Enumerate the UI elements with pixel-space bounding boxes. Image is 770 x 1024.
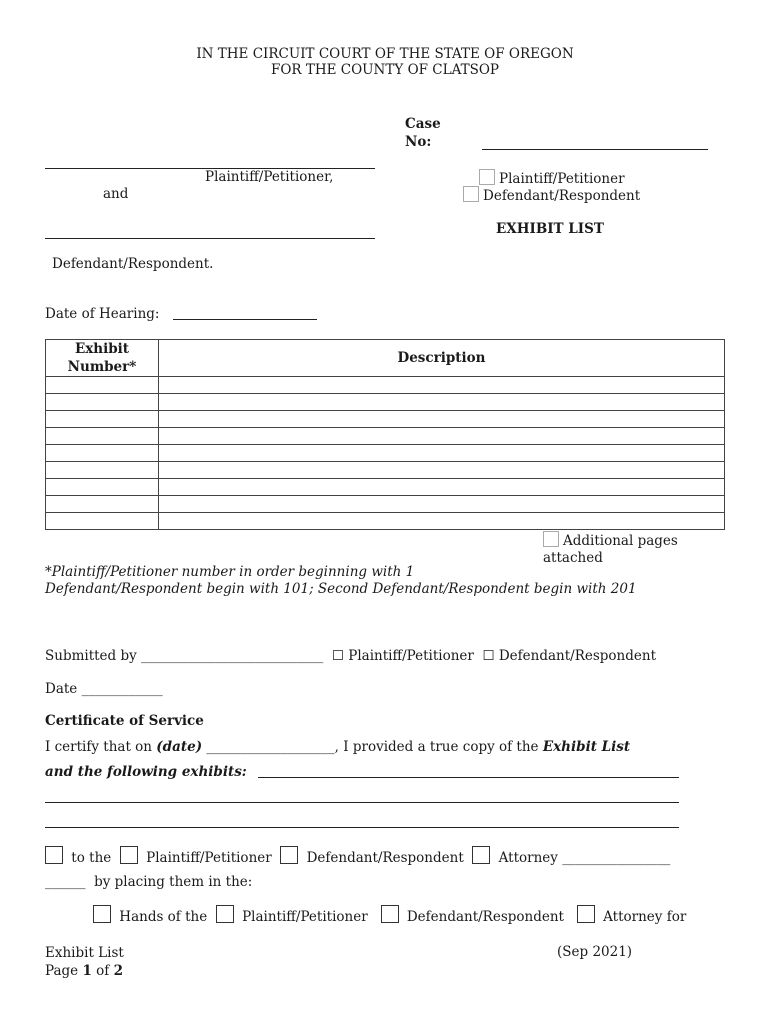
description-cell[interactable]	[159, 411, 725, 428]
cert-following-exhibits: and the following exhibits:	[45, 764, 247, 780]
hands-defendant-checkbox[interactable]	[381, 905, 399, 923]
served-to-row	[45, 846, 670, 866]
exhibit-number-cell[interactable]	[46, 411, 159, 428]
defendant-name-line[interactable]	[45, 238, 375, 239]
of-word: of	[91, 963, 114, 979]
cert-date-word: (date)	[156, 739, 203, 755]
hands-of-checkbox[interactable]	[93, 905, 111, 923]
exhibit-number-cell[interactable]	[46, 462, 159, 479]
additional-pages-option[interactable]	[543, 531, 678, 567]
page-total: 2	[113, 963, 123, 979]
exhibit-table	[45, 339, 725, 530]
filer-defendant-checkbox[interactable]	[463, 186, 479, 202]
description-cell[interactable]	[159, 479, 725, 496]
additional-pages-text: Additional pages	[563, 533, 678, 549]
footer-revision: (Sep 2021)	[557, 944, 633, 960]
exhibit-number-cell[interactable]	[46, 496, 159, 513]
table-header-row	[46, 340, 725, 377]
case-no-label	[405, 115, 441, 151]
table-row[interactable]	[46, 513, 725, 530]
filer-plaintiff-text: Plaintiff/Petitioner	[499, 171, 625, 187]
submitted-date-row	[45, 681, 163, 697]
defendant-label: Defendant/Respondent.	[52, 256, 214, 272]
served-defendant-checkbox[interactable]	[280, 846, 298, 864]
served-to-checkbox[interactable]	[45, 846, 63, 864]
description-cell[interactable]	[159, 445, 725, 462]
table-row[interactable]	[46, 411, 725, 428]
description-cell[interactable]	[159, 462, 725, 479]
description-cell[interactable]	[159, 513, 725, 530]
hearing-date-label: Date of Hearing:	[45, 306, 160, 322]
document-title: EXHIBIT LIST	[496, 221, 604, 237]
description-header: Description	[159, 340, 725, 377]
description-cell[interactable]	[159, 428, 725, 445]
hands-defendant-label: Defendant/Respondent	[406, 909, 564, 925]
hands-plaintiff-checkbox[interactable]	[216, 905, 234, 923]
served-plaintiff-checkbox[interactable]	[120, 846, 138, 864]
description-cell[interactable]	[159, 377, 725, 394]
case-label-line1: Case	[405, 116, 441, 132]
exhibit-header-line1: Exhibit	[74, 341, 130, 357]
cert-exhibit-list: Exhibit List	[542, 739, 631, 755]
submitted-date-field[interactable]: ____________	[81, 681, 163, 697]
footer-left	[45, 944, 124, 980]
served-defendant-label: Defendant/Respondent	[306, 850, 464, 866]
case-label-line2: No:	[405, 134, 432, 150]
certificate-heading: Certificate of Service	[45, 713, 204, 729]
hands-of-row	[93, 905, 686, 925]
certificate-line1	[45, 739, 630, 755]
page-num: 1	[82, 963, 92, 979]
placing-text: by placing them in the:	[94, 874, 253, 890]
exhibit-number-cell[interactable]	[46, 513, 159, 530]
exhibits-field-line3[interactable]	[45, 827, 679, 828]
exhibit-number-cell[interactable]	[46, 445, 159, 462]
table-row[interactable]	[46, 445, 725, 462]
hands-plaintiff-label: Plaintiff/Petitioner	[242, 909, 368, 925]
page-word: Page	[45, 963, 83, 979]
filer-plaintiff-option[interactable]	[479, 169, 625, 187]
submitted-plaintiff-option[interactable]: ☐ Plaintiff/Petitioner	[331, 648, 474, 664]
hands-of-label: Hands of the	[119, 909, 208, 925]
filer-defendant-text: Defendant/Respondent	[483, 188, 641, 204]
filer-defendant-option[interactable]	[463, 186, 640, 204]
submitted-by-label: Submitted by	[45, 648, 137, 664]
numbering-note	[45, 564, 637, 598]
submitted-by-field[interactable]: ___________________________	[141, 648, 324, 664]
exhibit-number-cell[interactable]	[46, 394, 159, 411]
exhibits-field-line2[interactable]	[45, 802, 679, 803]
exhibit-header-line2: Number*	[67, 359, 137, 375]
placing-row	[45, 874, 252, 890]
and-label: and	[103, 186, 129, 202]
description-cell[interactable]	[159, 394, 725, 411]
attorney-name-field[interactable]: ________________	[562, 850, 671, 866]
plaintiff-label: Plaintiff/Petitioner,	[205, 169, 334, 185]
table-row[interactable]	[46, 428, 725, 445]
table-row[interactable]	[46, 479, 725, 496]
exhibit-number-cell[interactable]	[46, 479, 159, 496]
table-row[interactable]	[46, 394, 725, 411]
court-title-line1: IN THE CIRCUIT COURT OF THE STATE OF OREGON	[196, 46, 574, 62]
submitted-date-label: Date	[45, 681, 78, 697]
exhibit-number-cell[interactable]	[46, 428, 159, 445]
submitted-by-row	[45, 648, 656, 664]
attorney-for-checkbox[interactable]	[577, 905, 595, 923]
served-attorney-checkbox[interactable]	[472, 846, 490, 864]
placing-field[interactable]: ______	[45, 874, 86, 890]
additional-pages-checkbox[interactable]	[543, 531, 559, 547]
description-cell[interactable]	[159, 496, 725, 513]
served-plaintiff-label: Plaintiff/Petitioner	[146, 850, 272, 866]
cert-text-2: , I provided a true copy of the	[334, 739, 543, 755]
numbering-note-line2: Defendant/Respondent begin with 101; Second Defendant/Respondent begin with 201	[45, 581, 637, 597]
cert-text-1: I certify that on	[45, 739, 157, 755]
court-header	[0, 46, 770, 78]
table-row[interactable]	[46, 462, 725, 479]
case-number-field[interactable]	[482, 149, 708, 150]
additional-pages-text-2: attached	[543, 550, 603, 566]
exhibit-number-cell[interactable]	[46, 377, 159, 394]
exhibits-field-line1[interactable]	[258, 777, 679, 778]
exhibit-number-header	[46, 340, 159, 377]
table-row[interactable]	[46, 496, 725, 513]
table-row[interactable]	[46, 377, 725, 394]
cert-date-field[interactable]: ___________________	[202, 739, 335, 755]
court-title-line2: FOR THE COUNTY OF CLATSOP	[270, 62, 500, 78]
filer-plaintiff-checkbox[interactable]	[479, 169, 495, 185]
numbering-note-line1: *Plaintiff/Petitioner number in order beginning with 1	[45, 564, 415, 580]
footer-form-name: Exhibit List	[45, 945, 124, 961]
hearing-date-field[interactable]	[173, 319, 317, 320]
footer-page-number	[45, 962, 124, 980]
attorney-for-label: Attorney for	[603, 909, 687, 925]
submitted-defendant-option[interactable]: ☐ Defendant/Respondent	[482, 648, 656, 664]
to-the-label: to the	[71, 850, 112, 866]
served-attorney-label: Attorney	[498, 850, 558, 866]
